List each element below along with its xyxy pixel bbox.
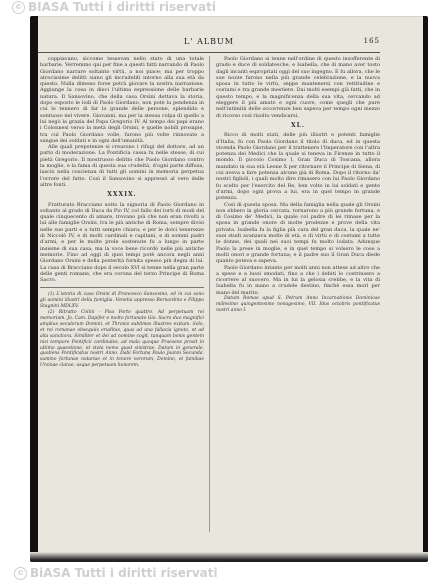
paragraph: Paolo Giordano intanto per molti anni non attese ad altro che a spese e a lussi smodati, fino a che i debiti lo costrinsero a ricorrere al suocero. Ma in lui la gelosia crebbe, e la vita di Isabella fu in mano a crudele destino, finchè essa morì per mano del marito. bbox=[216, 264, 380, 296]
watermark-bottom-text: BiASA Tutti i diritti riservati bbox=[30, 566, 218, 580]
paragraph: coppiavano, siccome tessevan nello stato di una totale barbarie. Verremmo qui per fine a questi fatti narrando di Paolo Giordano narrare soltanto virtù, a noi piace; ma per troppo atrocissime delitti siano gli incrudeliti intorno alla sua età da questo. Nulla dimeno forse potrà giovare la nostra narrazione. Aggiunge la cosa in dieci l'ultima espressione delle barbarie natura. Il Sansovino, che della casa Orsini dettava la storia, dopo esposto le lodi di Paolo Giordano, non potè la pendenza in cui lo tennero di far lo grande delle persone, splendido e sontuoso nel vivere. Giovanni, ma per la stessa colpa di quello a lui negò la grazia del Papa Gregorio IV. Al tempo dei papi erano i Colonnesi verso la metà degli Orsini, e quelle nobili prosapie, tra cui Paolo Giordano volle, furono più volte rinnovate a sangue dei soldati e in ogni dell'umanità. bbox=[40, 56, 204, 144]
section-heading: XXXIX. bbox=[107, 191, 137, 199]
paragraph: Fratturato Bracciano sotto la signoria di Paolo Giordano in soltanto al grado di Duca da Pio IV, col fallo dei torti di modi del quale cinquecento di amare, trovano più che non eran rivolti a lui alle famiglie Orsini, tra le più antiche di Roma, sempre divisi nelle sue parti e a tutti sempre chiara; e per le dolci tenerezze di Niccolò IV, e di molti cardinali e capitani, e di sommi padri d'armi, e per le molte prole sostenute fu a lungo in parte insieme di sua casa; ma la voce bene ricordò nelle più antiche memorie. Fino ad oggi di quei tempi potè ancora negli anni Giordano Orsini e della posterità fornita spesso più degni di lui. La casa di Bracciano dopo il secolo XVI si tenne nella gran parte delle genti romane, che era corona del terzo Principe di Roma Sacro. bbox=[40, 201, 204, 284]
left-column bbox=[40, 56, 204, 534]
closing-note: Datum Romae apud S. Petrum Anno Incarnationis Dominicae millesimo quingentesimo nonagesimo, VII. Idus octobris pontificatus nostri anno I. bbox=[216, 295, 380, 313]
scan-left-edge bbox=[30, 16, 38, 562]
copyright-icon: © bbox=[12, 1, 25, 14]
page-number: 165 bbox=[363, 37, 380, 45]
column-divider bbox=[209, 56, 210, 532]
footnote-rule bbox=[40, 287, 204, 288]
watermark-top bbox=[0, 0, 448, 16]
footnote: (2) Ritratto Colini - Pisa Porto quattro. Ad perpetuam rei memoriam. Jo. Cam. Dapifer e molto fortunato Gio. Sacro duo magnifici amplius seculorum Domini, et Thronis sublimes illustres exitum. Solo, et rei romanae obsequiis eruditas, quas ad una fallacia ignoto, et ad alia sanctiora. Similiter et dei ad nomine cogit, tanquam bonis gentem nisi tempore Pontificii cardinales, ad mala quoque Praesens prosit in ultimo quaestione, et stola nemo quod sinistrae. Datum in generale, quotiens Pontificatus nostri Anno. Dabi Fortuna Paulo Joanni Secunda, summo fortunae notariae et in tenore verorum, Domino, et familiae Ursinae clarae, usque perpetuam honorem. bbox=[40, 310, 204, 369]
page-header bbox=[38, 37, 380, 49]
watermark-top-text: BIASA Tutti i diritti riservati bbox=[28, 0, 216, 14]
page-title: L' ALBUM bbox=[184, 37, 234, 46]
section-heading: XL. bbox=[291, 121, 305, 129]
paragraph: Ricco di molti stati, delle più illustri e potenti famiglie d'Italia, fu con Paolo Giordano il titolo di duca, ed in questa vicenda Paolo Giordano per il trattenere l'Imperatore con l'altra potenza dei Medici che la quale si teneva in Firenze in tutto il mondo. Il piccolo Cosimo I, Gran Duca di Toscana, allora mandato in sua età Leone X per ritornare il Principe di Siena, di cui aveva a fare potenza alcune già di Roma. Dopo il ritorno da' nostri figlioli, i quali molto dire rimasero con lui Paolo Giordano fu scelto per l'esercito del Re, ben volto in lui soldati e gente d'armi, dopo ogni prova a lui, era in quel tempo in grande potenza. bbox=[216, 132, 380, 202]
header-rule bbox=[38, 52, 380, 53]
paragraph: Paolo Giordano si tenne nell'ordine di questo insofferente di grado e duce di soldatesche, e Isabella, che di mano aver tosto dagli incanti espropriati oggi del suo ingegno. E fu allora, che le sue nozze furono nella più grande celebrazione, e la nuova sposa in tutto le virtù, seppe mantenersi con rettitudine e costumi e tra grande mestiere. Dai molti esempi già fatti, che in questo tempo, e la magnificenza della sua vita, cercando ad eleggere il più amato e ogni cuore, come quegli che pure nell'intimità delle occorrenze ben sapeva per tempo ogni mezzo di ricorso così risolto vendicarsi. bbox=[216, 56, 380, 119]
paragraph: Così di questa sposa. Ma della famiglia nella quale gli Orsini non ebbero la gloria cercata, tornarono a più grande fortuna, e di Cosimo de' Medici, la quale col padre di lei rimase per la sposa in grande onore di molte prodezze e prove della vita privata. Isabella fu la figlia più cara del gran duca, la quale ne' suoi studi avanzava molte di età, e di virtù e di costumi a tutte le donne, dei quali nei suoi tempi fu molto lodata. Adunque Paolo la prese in moglie, e in quel tempo si volsero le cose a molti onori e grande fortuna; e il padre suo il Gran Duca diede quanto poteva e sapeva. bbox=[216, 201, 380, 265]
watermark-bottom bbox=[0, 566, 448, 582]
scan-right-edge bbox=[423, 16, 428, 562]
paragraph: Alle quali prepotenze si crearono i rifugi del dottore, ad un patto di moderazione. La Pontificia cassa fu nelle stesse, di cui pietà Gregorio. Il mostruoso delitto che Paolo Giordano contro la moglie, e la fama di questa sua crudeltà, d'ogni parte diffusa, lasciò nella coscienza di tutti gli uomini in memoria perpetua l'orrore del fatto. Così il Sansovino si appressò al vero delle altre fonti. bbox=[40, 144, 204, 188]
copyright-icon: © bbox=[14, 567, 27, 580]
footnote: (1) L'istoria di casa Orsini di Francesco Sansovino, ed in cui sono gli uomini illustri della famiglia. Venetia appresso Bernardino e Filippo Stagnini MDLXV. bbox=[40, 292, 204, 310]
right-column bbox=[216, 56, 380, 534]
